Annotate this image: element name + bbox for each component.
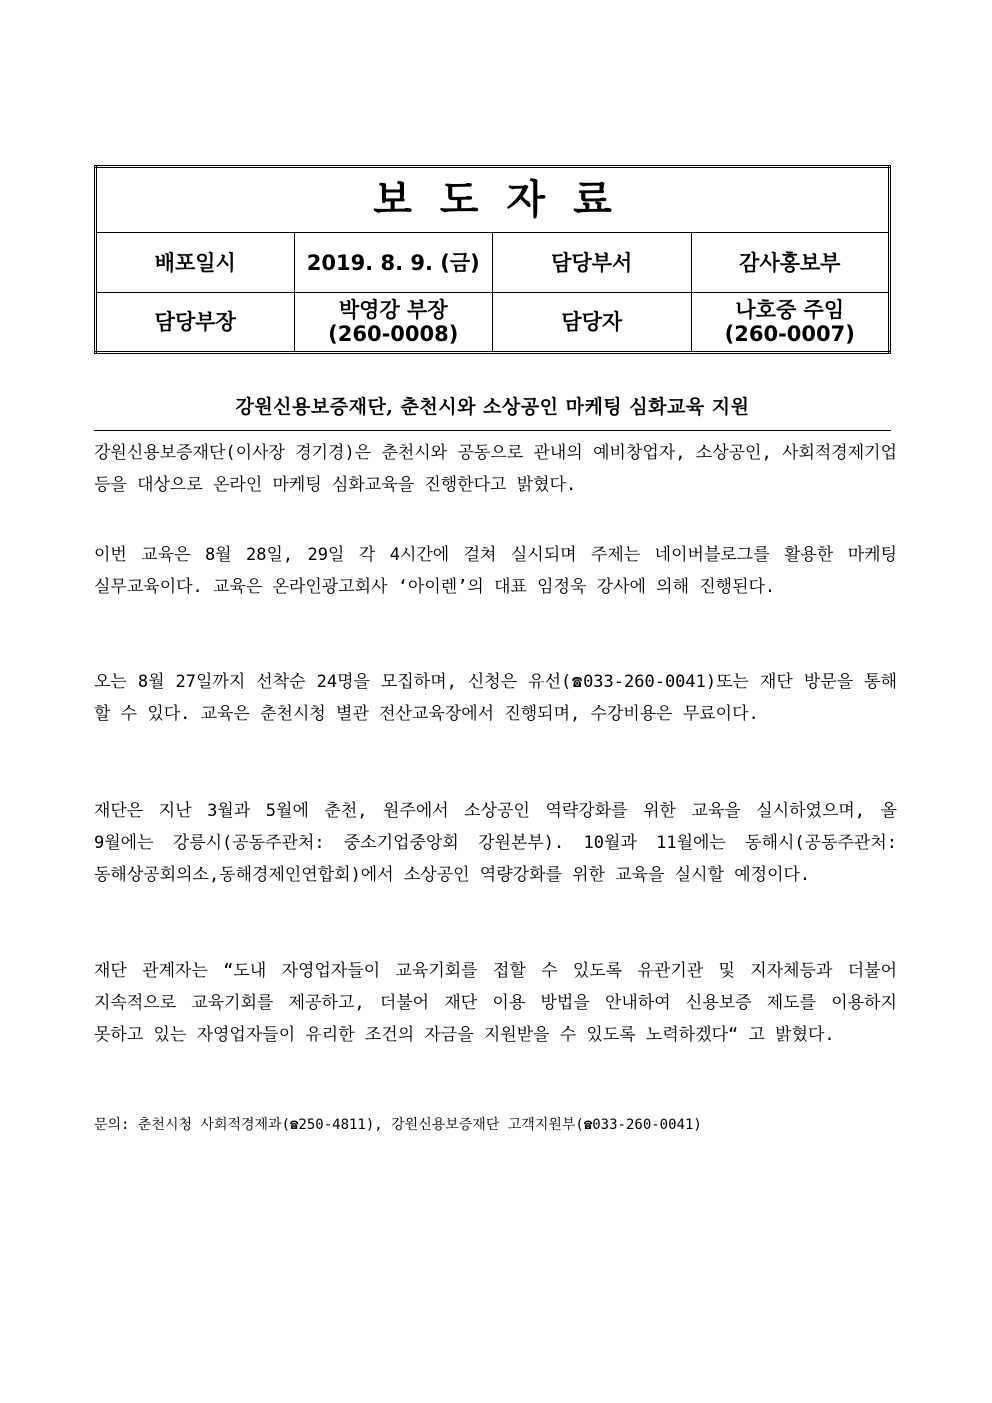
department-label: 담당부서: [493, 233, 692, 292]
document-title: 보도자료: [96, 167, 890, 233]
press-release-header-table: [94, 165, 891, 354]
release-date-label: 배포일시: [96, 233, 295, 292]
manager-phone: (260-0008): [328, 321, 459, 346]
paragraph-1: 강원신용보증재단(이사장 경기경)은 춘천시와 공동으로 관내의 예비창업자, 소상공인, 사회적경제기업 등을 대상으로 온라인 마케팅 심화교육을 진행한다고 밝혔다.: [94, 443, 897, 495]
article-headline: 강원신용보증재단, 춘천시와 소상공인 마케팅 심화교육 지원: [235, 396, 750, 418]
contact-cell: [691, 292, 890, 352]
contact-name: 나호중 주임: [735, 297, 845, 322]
manager-cell: [294, 292, 493, 352]
paragraph-3: 오는 8월 27일까지 선착순 24명을 모집하며, 신청은 유선(☎033-260-0041)또는 재단 방문을 통해 할 수 있다. 교육은 춘천시청 별관 전산교육장에서 진행되며, 수강비용은 무료이다.: [94, 672, 897, 724]
manager-label: 담당부장: [96, 292, 295, 352]
department-value: 감사홍보부: [691, 233, 890, 292]
paragraph-2: 이번 교육은 8월 28일, 29일 각 4시간에 걸쳐 실시되며 주제는 네이버블로그를 활용한 마케팅 실무교육이다. 교육은 온라인광고회사 ‘아이렌’의 대표 임정욱 강사에 의해 진행된다.: [94, 545, 897, 597]
headline-divider: [94, 430, 891, 431]
contact-phone: (260-0007): [724, 321, 855, 346]
paragraph-4: 재단은 지난 3월과 5월에 춘천, 원주에서 소상공인 역략강화를 위한 교육을 실시하였으며, 올 9월에는 강릉시(공동주관처: 중소기업중앙회 강원본부). 10월과 11월에는 동해시(공동주관처: 동해상공회의소,동해경제인연합회)에서 소상공인 역량강화를 위한 교육을 실시할 예정이다.: [94, 801, 897, 885]
manager-name: 박영강 부장: [338, 297, 448, 322]
release-date-value: 2019. 8. 9. (금): [294, 233, 493, 292]
paragraph-5: 재단 관계자는 “도내 자영업자들이 교육기회를 접할 수 있도록 유관기관 및 지자체등과 더불어 지속적으로 교육기회를 제공하고, 더불어 재단 이용 방법을 안내하여 신용보증 제도를 이용하지 못하고 있는 자영업자들이 유리한 조건의 자금을 지원받을 수 있도록 노력하겠다“ 고 밝혔다.: [94, 961, 897, 1045]
inquiry-contact-line: 문의: 춘천시청 사회적경제과(☎250-4811), 강원신용보증재단 고객지원부(☎033-260-0041): [94, 1117, 702, 1133]
contact-label: 담당자: [493, 292, 692, 352]
